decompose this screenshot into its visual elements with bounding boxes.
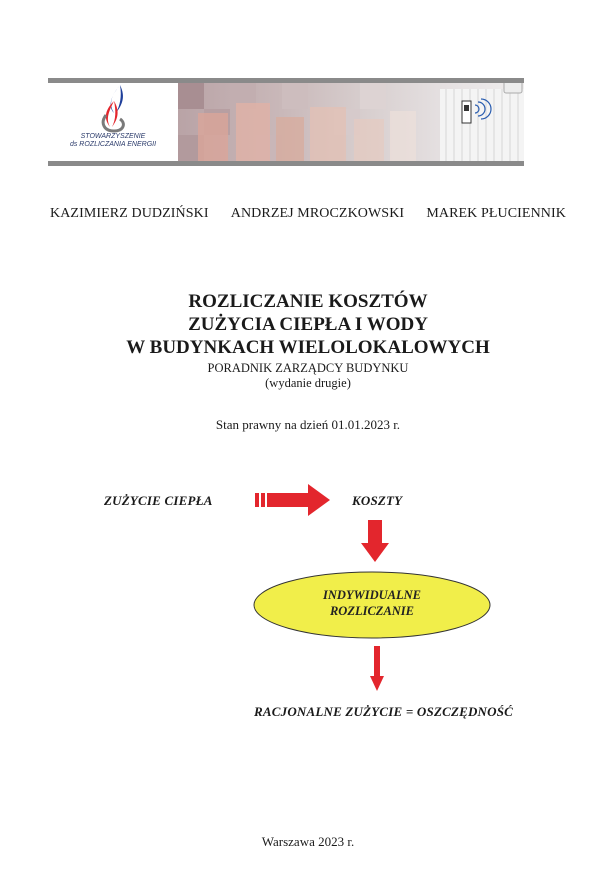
organization-line2: ds ROZLICZANIA ENERGII	[69, 141, 157, 148]
result-label: RACJONALNE ZUŻYCIE = OSZCZĘDNOŚĆ	[254, 704, 514, 719]
author-3: MAREK PŁUCIENNIK	[426, 206, 566, 221]
individual-billing-label	[250, 587, 494, 619]
costs-label: KOSZTY	[352, 493, 403, 508]
legal-status: Stan prawny na dzień 01.01.2023 r.	[215, 417, 401, 432]
down-arrow-icon	[361, 520, 389, 562]
title-line-1: ROZLICZANIE KOSZTÓW	[188, 291, 428, 312]
individual-billing-line1: INDYWIDUALNE	[323, 588, 421, 602]
down-arrow-icon	[370, 646, 384, 691]
heat-consumption-label: ZUŻYCIE CIEPŁA	[104, 493, 213, 508]
author-2: ANDRZEJ MROCZKOWSKI	[230, 206, 405, 221]
author-1: KAZIMIERZ DUDZIŃSKI	[50, 206, 209, 221]
right-arrow-icon	[255, 484, 330, 516]
title-line-3: W BUDYNKACH WIELOLOKALOWYCH	[126, 337, 490, 358]
individual-billing-line2: ROZLICZANIE	[329, 604, 415, 618]
place-and-year: Warszawa 2023 r.	[261, 834, 355, 849]
edition: (wydanie drugie)	[265, 376, 351, 390]
title-line-2: ZUŻYCIA CIEPŁA I WODY	[188, 314, 428, 335]
subtitle: PORADNIK ZARZĄDCY BUDYNKU	[207, 361, 409, 375]
organization-line1: STOWARZYSZENIE	[80, 133, 146, 140]
